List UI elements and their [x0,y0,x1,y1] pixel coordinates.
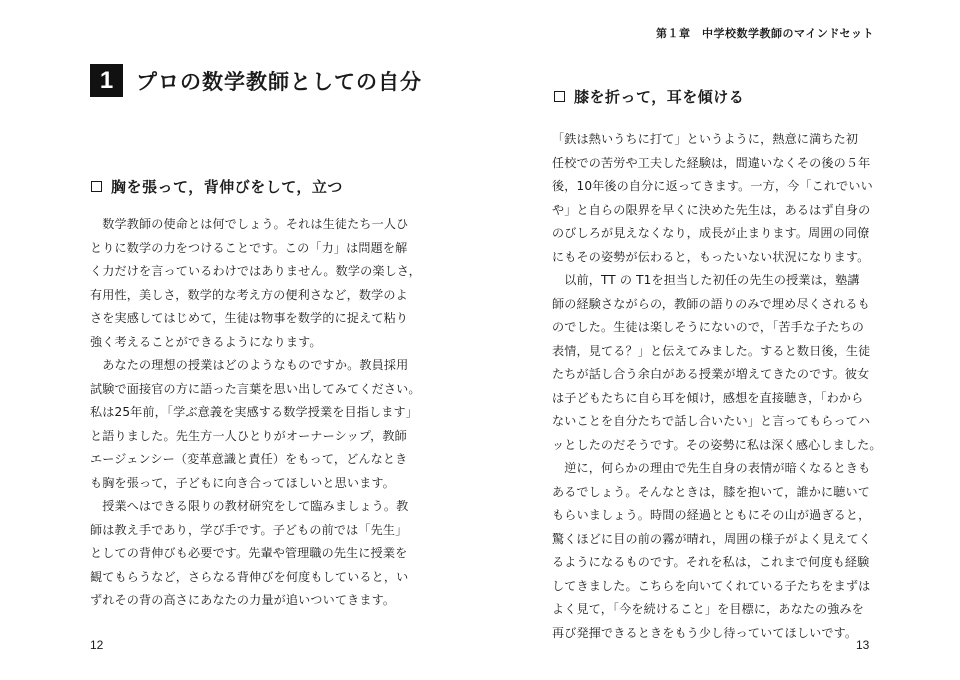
chapter-title: プロの数学教師としての自分 [136,69,422,94]
text-line: 以前，TT の T1を担当した初任の先生の授業は，塾講 [552,273,860,287]
chapter-number: 1 [90,64,123,97]
text-line: 数学教師の使命とは何でしょう。それは生徒たち一人ひ [90,217,409,231]
text-line: るようになるものです。それを私は，これまで何度も経験 [552,555,870,569]
section-title-right: 膝を折って，耳を傾ける [574,88,745,106]
left-body-text [90,213,420,613]
square-bullet-icon [91,181,102,192]
section-title-left: 胸を張って，背伸びをして，立つ [111,178,343,196]
text-line: のびしろが見えなくなり，成長が止まります。周囲の同僚 [552,226,870,240]
page-number-left: 12 [90,638,104,652]
text-line: や」と自らの限界を早くに決めた先生は，あるはず自身の [552,202,871,217]
text-line: ないことを自分たちで話し合いたい」と言ってもらってハ [552,414,871,428]
text-line: もらいましょう。時間の経過とともにその山が過ぎると， [552,508,871,522]
text-line: さを実感してはじめて，生徒は物事を数学的に捉えて粘り [90,311,409,325]
text-line: 強く考えることができるようになります。 [90,334,322,349]
text-line: は子どもたちに自ら耳を傾け，感想を直接聴き，「わから [552,390,864,405]
text-line: 有用性，美しさ，数学的な考え方の便利さなど，数学のよ [90,287,408,302]
text-line: 授業へはできる限りの教材研究をして臨みましょう。教 [90,499,409,513]
chapter-heading [90,64,422,97]
text-line: のでした。生徒は楽しそうにないので，「苦手な子たちの [552,320,865,334]
text-line: く力だけを言っているわけではありません。数学の楽しさ， [90,264,421,278]
text-line: ずれその背の高さにあなたの力量が追いついてきます。 [90,593,396,607]
text-line: と語りました。先生方一人ひとりがオーナーシップ，教師 [90,428,407,443]
text-line: 逆に，何らかの理由で先生自身の表情が暗くなるときも [552,461,871,475]
text-line: エージェンシー（変革意識と責任）をもって，どんなとき [90,452,408,466]
square-bullet-icon [554,91,565,102]
text-line: あるでしょう。そんなときは，膝を抱いて，誰かに聴いて [552,484,870,499]
text-line: してきました。こちらを向いてくれている子たちをまずは [552,578,871,593]
text-line: としての背伸びも必要です。先輩や管理職の先生に授業を [90,546,408,560]
text-line: あなたの理想の授業はどのようなものですか。教員採用 [90,358,409,372]
text-line: 試験で面接官の方に語った言葉を思い出してみてください。 [90,381,421,396]
page-number-right: 13 [856,638,870,652]
text-line: ッとしたのだそうです。その姿勢に私は深く感心しました。 [552,437,882,452]
text-line: よく見て，「今を続けること」を目標に，あなたの強みを [552,602,865,616]
text-line: 表情，見てる？」と伝えてみました。すると数日後，生徒 [552,343,871,358]
text-line: 驚くほどに目の前の霧が晴れ，周囲の様子がよく見えてく [552,531,872,546]
running-head: 第１章 中学校数学教師のマインドセット [656,27,874,40]
section-heading-left [91,176,343,197]
text-line: 任校での苦労や工夫した経験は，間違いなくその後の５年 [552,155,871,170]
text-line: も胸を張って，子どもに向き合ってほしいと思います。 [90,475,395,490]
text-line: 師の経験さながらの，教師の語りのみで埋め尽くされるも [552,296,870,311]
text-line: 師は教え手であり，学び手です。子どもの前では「先生」 [90,522,408,537]
right-body-text [552,128,882,645]
text-line: とりに数学の力をつけることです。この「力」は問題を解 [90,240,408,255]
text-line: たちが話し合う余白がある授業が増えてきたのです。彼女 [552,367,870,381]
text-line: 観てもらうなど，さらなる背伸びを何度もしていると，い [90,569,409,584]
text-line: 私は25年前，「学ぶ意義を実感する数学授業を目指します」 [90,405,418,419]
text-line: にもその姿勢が伝わると，もったいない状況になります。 [552,249,870,264]
section-heading-right [554,86,744,107]
text-line: 「鉄は熱いうちに打て」というように，熱意に満ちた初 [552,132,859,146]
text-line: 再び発揮できるときをもう少し待っていてほしいです。 [552,625,858,640]
text-line: 後，10年後の自分に返ってきます。一方，今「これでいい [552,179,873,193]
